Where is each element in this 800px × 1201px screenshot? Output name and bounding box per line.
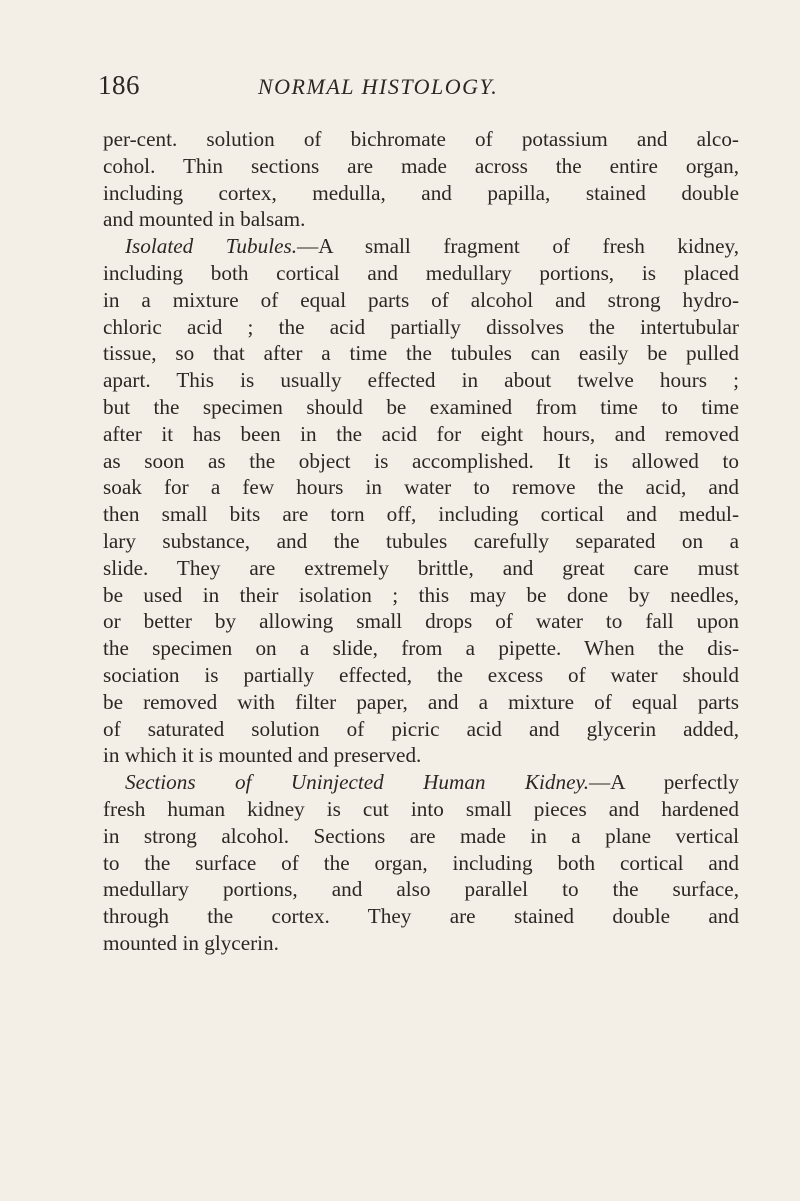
text-line: as soon as the object is accomplished. It is allowed to: [103, 448, 739, 473]
section-first-line: [103, 233, 739, 260]
text-line: in which it is mounted and preserved.: [103, 743, 422, 768]
text-line: in a mixture of equal parts of alcohol and strong hydro-: [103, 287, 739, 312]
text-line: tissue, so that after a time the tubules can easily be pulled: [103, 341, 739, 366]
text-line: after it has been in the acid for eight hours, and removed: [103, 421, 739, 446]
section-heading-isolated-tubules: Isolated Tubules.: [125, 234, 298, 259]
text-line: cohol. Thin sections are made across the entire organ,: [103, 153, 739, 178]
body-text: [103, 126, 739, 957]
text-line: mounted in glycerin.: [103, 930, 279, 955]
text-line: or better by allowing small drops of water to fall upon: [103, 609, 739, 634]
running-head: [98, 70, 738, 110]
text-run: —A small fragment of fresh kidney,: [297, 234, 739, 259]
text-line: to the surface of the organ, including both cortical and: [103, 850, 739, 875]
text-line: per-cent. solution of bichromate of potassium and alco-: [103, 127, 739, 151]
text-line: but the specimen should be examined from time to time: [103, 394, 739, 419]
section-first-line: [103, 769, 739, 796]
text-line: then small bits are torn off, including cortical and medul-: [103, 502, 739, 527]
text-line: and mounted in balsam.: [103, 207, 306, 232]
text-line: be removed with filter paper, and a mixture of equal parts: [103, 689, 739, 714]
running-title: NORMAL HISTOLOGY.: [258, 74, 499, 99]
text-line: through the cortex. They are stained double and: [103, 904, 739, 929]
text-line: of saturated solution of picric acid and glycerin added,: [103, 716, 739, 741]
text-line: medullary portions, and also parallel to the surface,: [103, 877, 739, 902]
text-line: be used in their isolation ; this may be done by needles,: [103, 582, 739, 607]
page-number: 186: [98, 70, 140, 100]
text-run: —A perfectly: [589, 770, 739, 795]
section-heading-uninjected-kidney: Sections of Uninjected Human Kidney.: [125, 770, 590, 795]
text-line: soak for a few hours in water to remove the acid, and: [103, 475, 739, 500]
text-line: in strong alcohol. Sections are made in a plane vertical: [103, 823, 739, 848]
text-line: apart. This is usually effected in about twelve hours ;: [103, 368, 739, 393]
text-line: including cortex, medulla, and papilla, stained double: [103, 180, 739, 205]
text-line: the specimen on a slide, from a pipette. When the dis-: [103, 636, 739, 661]
text-line: slide. They are extremely brittle, and great care must: [103, 555, 739, 580]
text-line: sociation is partially effected, the excess of water should: [103, 662, 739, 687]
text-line: chloric acid ; the acid partially dissolves the intertubular: [103, 314, 739, 339]
text-line: fresh human kidney is cut into small pieces and hardened: [103, 796, 739, 821]
text-line: including both cortical and medullary portions, is placed: [103, 260, 739, 285]
text-line: lary substance, and the tubules carefully separated on a: [103, 528, 739, 553]
